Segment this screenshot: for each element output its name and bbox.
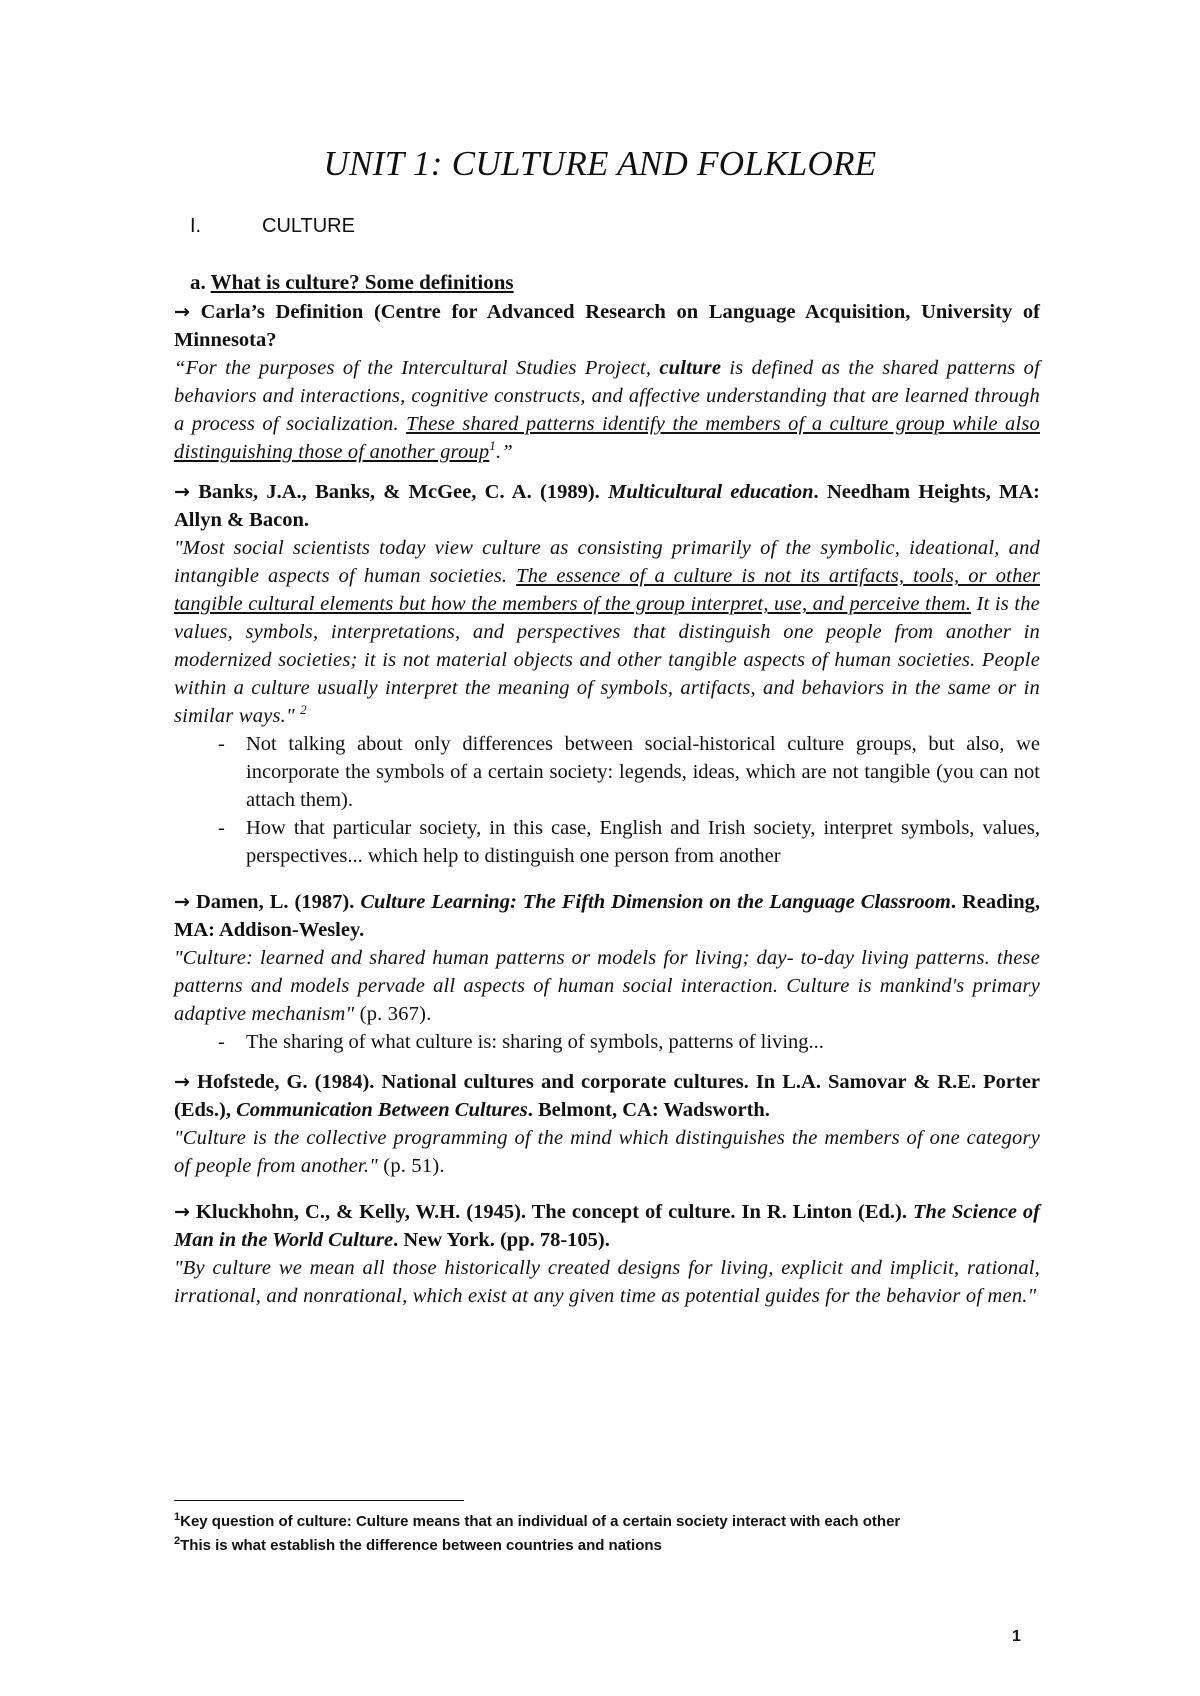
work-title: Communication Between Cultures (236, 1099, 528, 1121)
definition-hofstede (174, 1068, 1040, 1180)
reference-citation: → Damen, L. (1987). Culture Learning: The Fifth Dimension on the Language Classroom. Reading, MA: Addison-Wesley. (174, 891, 1040, 941)
subsection-title: What is culture? Some definitions (210, 270, 514, 294)
definition-damen (174, 888, 1040, 1056)
subsection-letter: a. (190, 270, 206, 294)
definition-banks (174, 478, 1040, 870)
work-title: Culture Learning: The Fifth Dimension on the Language Classroom (360, 891, 951, 913)
reference-citation: → Banks, J.A., Banks, & McGee, C. A. (1989). Multicultural education. Needham Heights, MA: Allyn & Bacon. (174, 481, 1041, 531)
page-title: UNIT 1: CULTURE AND FOLKLORE (323, 144, 877, 183)
footnote-separator (174, 1500, 464, 1501)
notes-list (174, 730, 1040, 870)
list-item: - The sharing of what culture is: sharing of symbols, patterns of living... (218, 1031, 824, 1053)
definition-kluckhohn (174, 1198, 1040, 1310)
footnote-ref[interactable]: 1 (489, 438, 496, 454)
notes-list (174, 1028, 1040, 1056)
definition-quote: "Culture: learned and shared human patterns or models for living; day- to-day living patterns. these patterns and models pervade all aspects of human social interaction. Culture is mankind's primary adaptive mechanism" (p. 367). (174, 947, 1040, 1025)
reference-text: Carla’s Definition (Centre for Advanced Research on Language Acquisition, University of Minnesota? (174, 301, 1041, 351)
definition-quote: "By culture we mean all those historically created designs for living, explicit and implicit, rational, irrational, and nonrational, which exist at any given time as potential guides for the behavior of men." (174, 1257, 1040, 1307)
reference-citation: → Hofstede, G. (1984). National cultures and corporate cultures. In L.A. Samovar & R.E. Porter (Eds.), Communication Between Cultures. Belmont, CA: Wadsworth. (174, 1071, 1041, 1121)
definition-quote: “For the purposes of the Intercultural Studies Project, culture is defined as the shared patterns of behaviors and interactions, cognitive constructs, and affective understanding that are learned through a process of socialization. These shared patterns identify the members of a culture group while also distinguishing those of another group$^1$.” (174, 357, 1040, 463)
definition-quote: "Culture is the collective programming of the mind which distinguishes the members of one category of people from another." (p. 51). (174, 1127, 1040, 1177)
section-heading: CULTURE (262, 215, 355, 237)
reference-citation: → Kluckhohn, C., & Kelly, W.H. (1945). The concept of culture. In R. Linton (Ed.). The Science of Man in the World Culture. New York. (pp. 78-105). (174, 1201, 1041, 1251)
footnote-ref[interactable]: 2 (300, 702, 307, 718)
page-number: 1 (1012, 1628, 1021, 1645)
work-title: The Science of Man in the World Culture (174, 1201, 1041, 1251)
footnote-2: $^2$This is what establish the difference between countries and nations (174, 1535, 662, 1554)
key-term: culture (659, 357, 722, 379)
definition-carla (174, 298, 1040, 466)
work-title: Multicultural education (608, 481, 814, 503)
section-number: I. (190, 215, 202, 237)
underlined-phrase: The essence of a culture is not its artifacts, tools, or other tangible cultural elements but how the members of the group interpret, use, and perceive them. (174, 565, 1040, 615)
right-arrow-icon: → (174, 1201, 190, 1223)
right-arrow-icon: → (174, 481, 190, 503)
subsection-heading (190, 270, 514, 295)
right-arrow-icon: → (174, 301, 190, 323)
footnote-1: $^1$Key question of culture: Culture means that an individual of a certain society interact with each other (174, 1511, 901, 1530)
right-arrow-icon: → (174, 1071, 190, 1093)
right-arrow-icon: → (174, 891, 190, 913)
reference-citation (174, 298, 1040, 354)
list-item: - How that particular society, in this case, English and Irish society, interpret symbols, values, perspectives... which help to distinguish one person from another (218, 817, 1040, 867)
underlined-phrase: These shared patterns identify the members of a culture group while also distinguishing those of another group (174, 413, 1040, 463)
definition-quote: "Most social scientists today view culture as consisting primarily of the symbolic, ideational, and intangible aspects of human societies. The essence of a culture is not its artifacts, tools, or other tangible cultural elements but how the members of the group interpret, use, and perceive them. It is the values, symbols, interpretations, and perspectives that distinguish one people from another in modernized societies; it is not material objects and other tangible aspects of human societies. People within a culture usually interpret the meaning of symbols, artifacts, and behaviors in the same or in similar ways." $^2$ (174, 537, 1040, 727)
list-item: - Not talking about only differences between social-historical culture groups, but also, we incorporate the symbols of a certain society: legends, ideas, which are not tangible (you can not attach them). (218, 733, 1040, 811)
